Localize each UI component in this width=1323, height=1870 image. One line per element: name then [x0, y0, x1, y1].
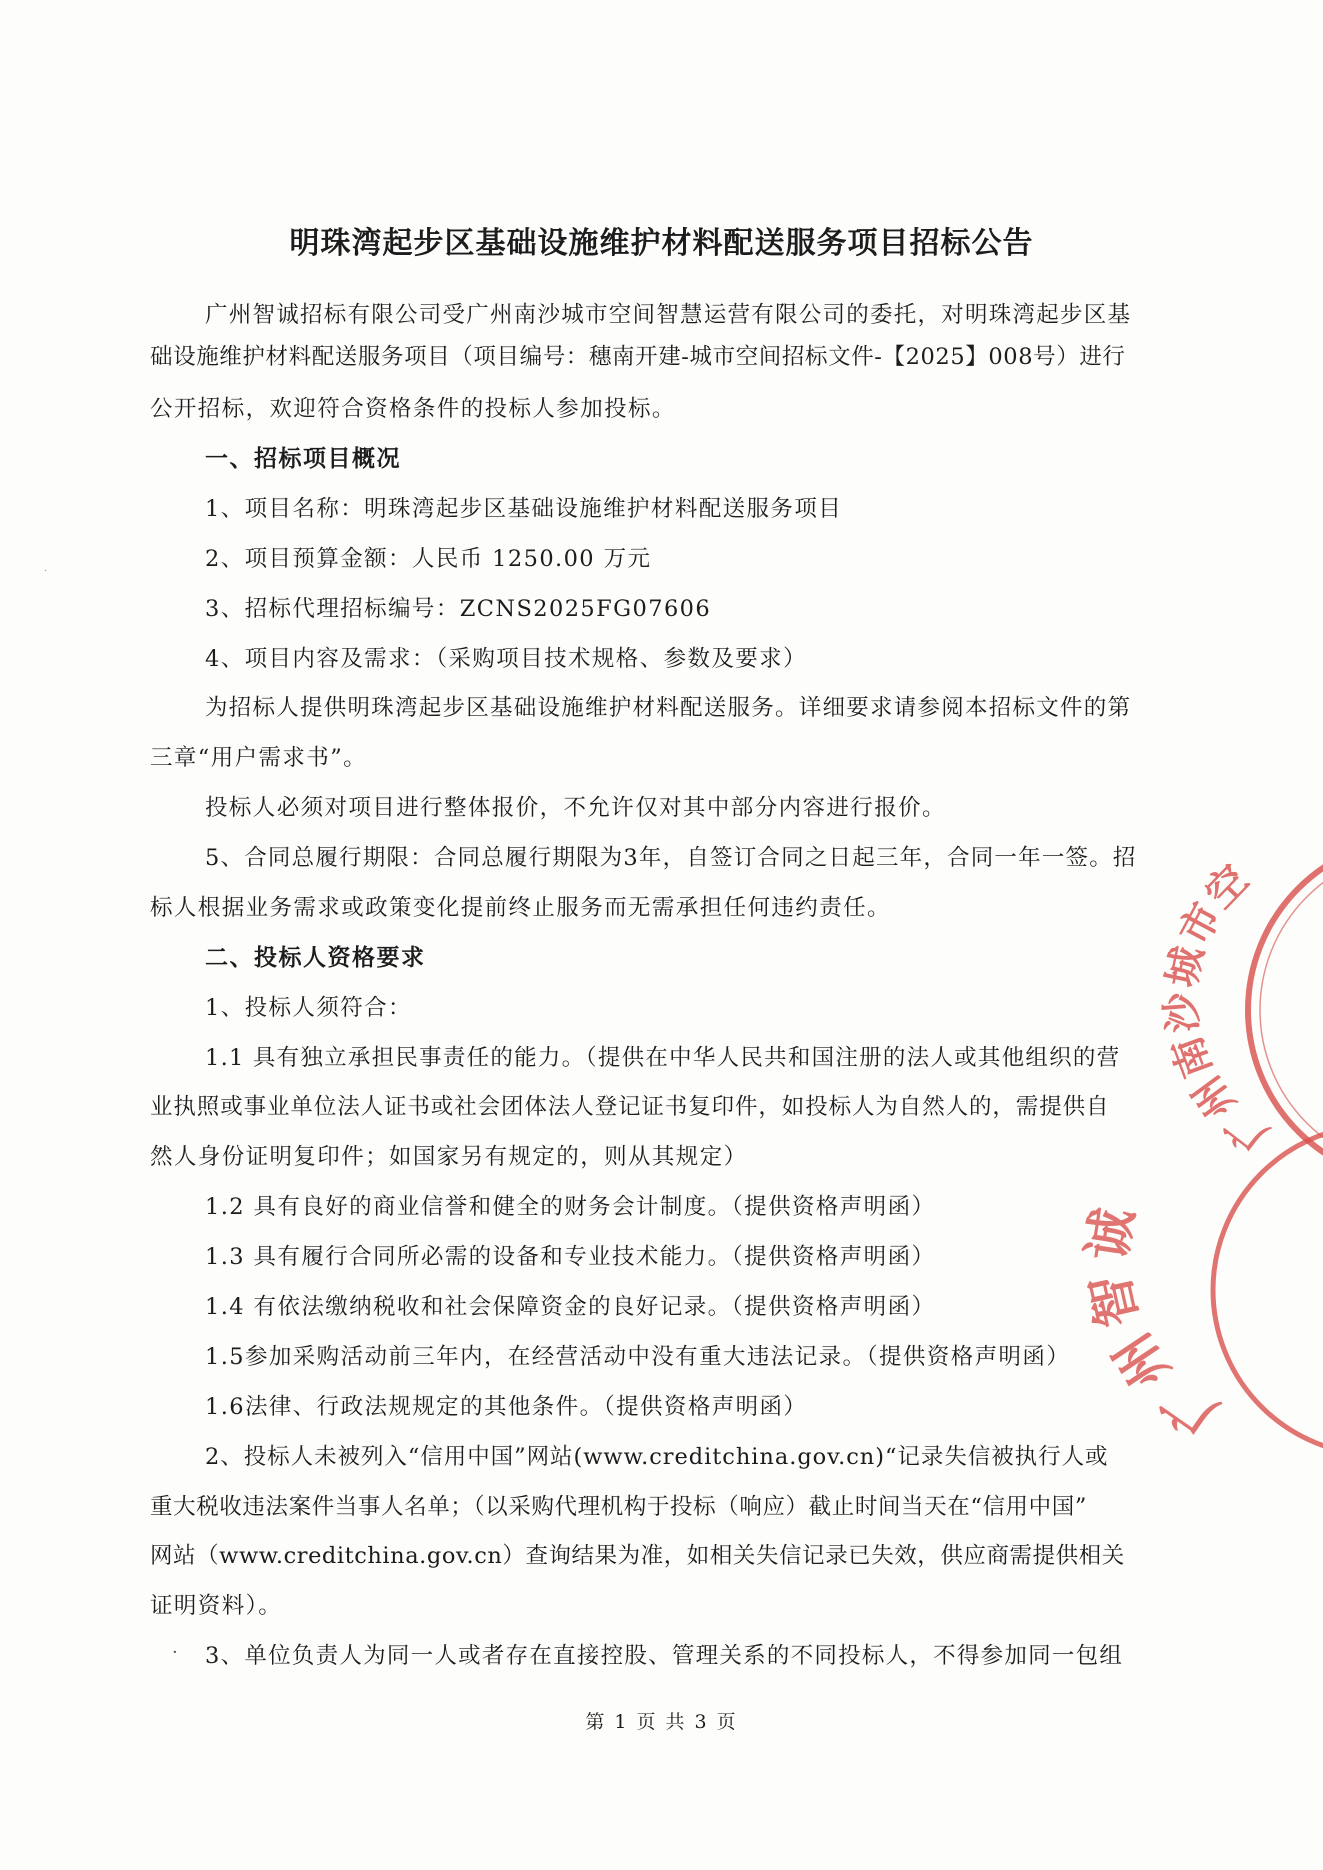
scan-speck: · [172, 1642, 178, 1663]
paragraph-line: 3、招标代理招标编号：ZCNS2025FG07606 [205, 596, 712, 622]
paragraph-line: 1、项目名称：明珠湾起步区基础设施维护材料配送服务项目 [205, 496, 843, 522]
section-heading: 一、招标项目概况 [205, 446, 401, 472]
paragraph-line: 三章“用户需求书”。 [150, 745, 368, 771]
seal-1-text: 广州南沙城市空 [1158, 855, 1277, 1160]
paragraph-line: 础设施维护材料配送服务项目（项目编号：穗南开建-城市空间招标文件-【2025】008号）进行 [150, 344, 1126, 370]
paragraph-line: 4、项目内容及需求：（采购项目技术规格、参数及要求） [205, 646, 807, 672]
paragraph-line: 2、项目预算金额：人民币 1250.00 万元 [205, 546, 652, 572]
paragraph-line: 业执照或事业单位法人证书或社会团体法人登记证书复印件，如投标人为自然人的，需提供自 [150, 1094, 1110, 1120]
paragraph-line: 重大税收违法案件当事人名单；（以采购代理机构于投标（响应）截止时间当天在“信用中国” [150, 1494, 1087, 1520]
paragraph-line: 标人根据业务需求或政策变化提前终止服务而无需承担任何违约责任。 [150, 895, 891, 921]
paragraph-line: 1.4 有依法缴纳税收和社会保障资金的良好记录。（提供资格声明函） [205, 1294, 936, 1320]
paragraph-line: 为招标人提供明珠湾起步区基础设施维护材料配送服务。详细要求请参阅本招标文件的第 [205, 695, 1132, 721]
paragraph-line: 1.6法律、行政法规规定的其他条件。（提供资格声明函） [205, 1394, 808, 1420]
paragraph-line: 公开招标，欢迎符合资格条件的投标人参加投标。 [150, 396, 676, 422]
section-heading: 二、投标人资格要求 [205, 945, 426, 971]
paragraph-line: 投标人必须对项目进行整体报价，不允许仅对其中部分内容进行报价。 [205, 795, 946, 821]
scan-speck: · [44, 566, 48, 577]
seal-2-text: 广州智诚 [1077, 1196, 1228, 1446]
paragraph-line: 广州智诚招标有限公司受广州南沙城市空间智慧运营有限公司的委托，对明珠湾起步区基 [205, 302, 1132, 328]
paragraph-line: 5、合同总履行期限：合同总履行期限为3年，自签订合同之日起三年，合同一年一签。招 [205, 845, 1137, 871]
paragraph-line: 然人身份证明复印件；如国家另有规定的，则从其规定） [150, 1144, 748, 1170]
paragraph-line: 1.1 具有独立承担民事责任的能力。（提供在中华人民共和国注册的法人或其他组织的营 [205, 1045, 1121, 1071]
paragraph-line: 证明资料）。 [150, 1593, 283, 1619]
paragraph-line: 1、投标人须符合： [205, 995, 412, 1021]
paragraph-line: 1.5参加采购活动前三年内，在经营活动中没有重大违法记录。（提供资格声明函） [205, 1344, 1071, 1370]
paragraph-line: 1.3 具有履行合同所必需的设备和专业技术能力。（提供资格声明函） [205, 1244, 936, 1270]
paragraph-line: 2、投标人未被列入“信用中国”网站(www.creditchina.gov.cn)“记录失信被执行人或 [205, 1444, 1109, 1470]
document-title: 明珠湾起步区基础设施维护材料配送服务项目招标公告 [289, 226, 1034, 261]
paragraph-line: 网站（www.creditchina.gov.cn）查询结果为准，如相关失信记录已失效，供应商需提供相关 [150, 1543, 1125, 1569]
paragraph-line: 3、单位负责人为同一人或者存在直接控股、管理关系的不同投标人，不得参加同一包组 [205, 1643, 1124, 1669]
page-footer: 第 1 页 共 3 页 [585, 1711, 738, 1733]
paragraph-line: 1.2 具有良好的商业信誉和健全的财务会计制度。（提供资格声明函） [205, 1194, 936, 1220]
